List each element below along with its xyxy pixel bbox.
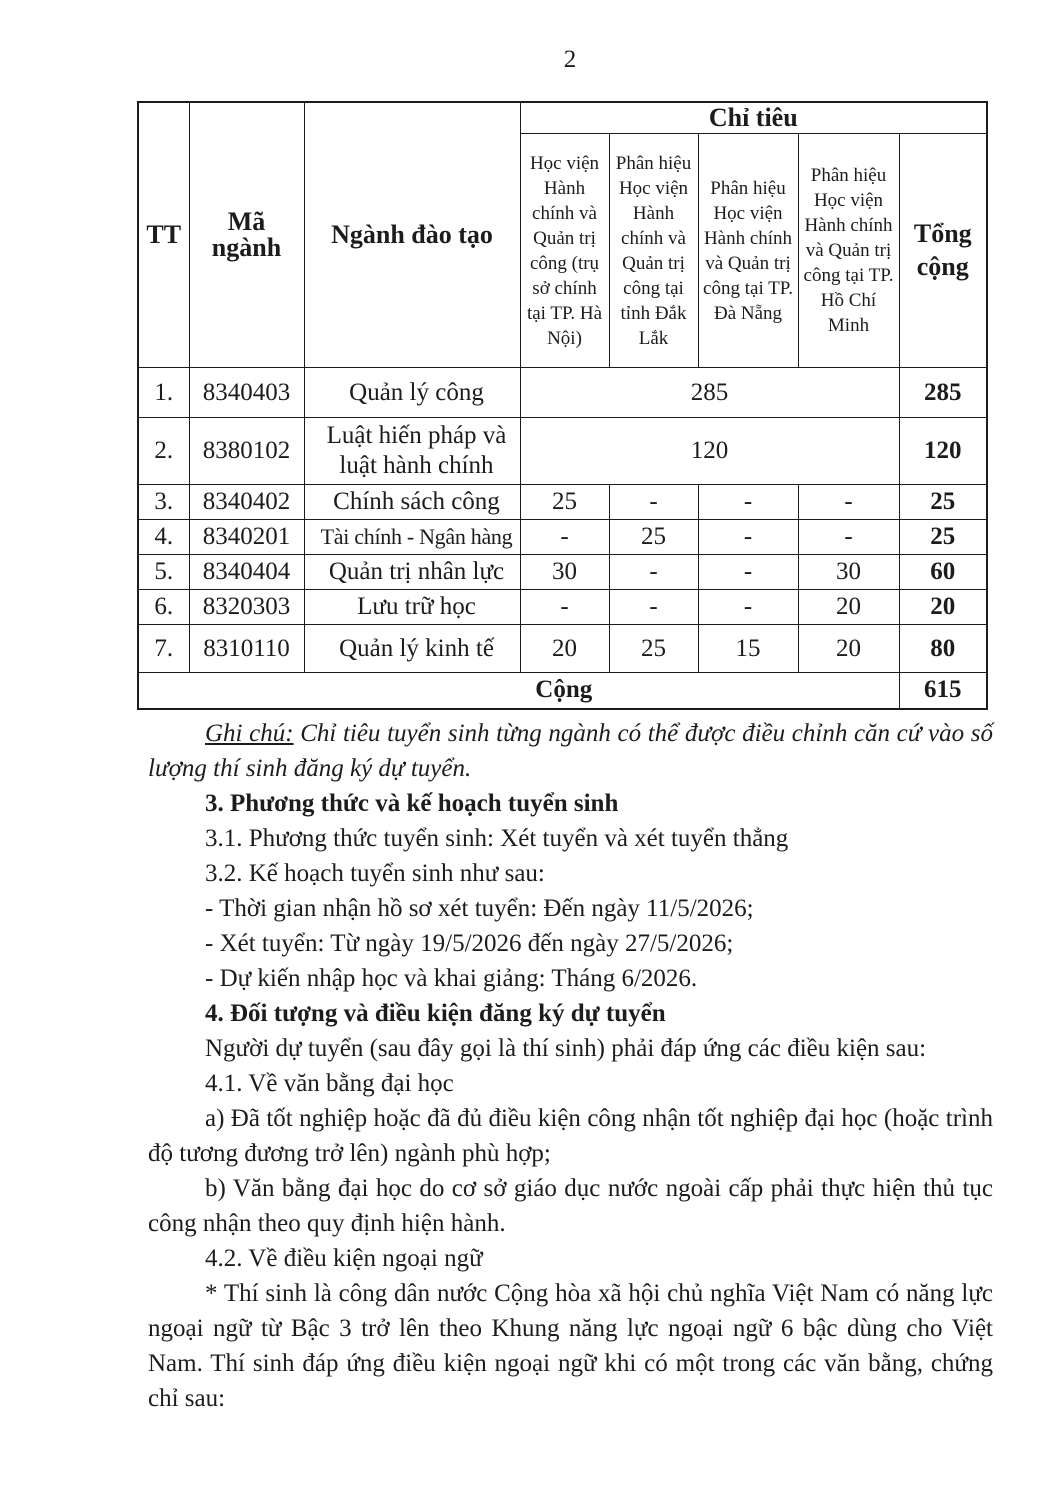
quota-value: - bbox=[520, 590, 609, 625]
table-footer-row bbox=[138, 673, 987, 709]
paragraph-3-2: 3.2. Kế hoạch tuyển sinh như sau: bbox=[205, 860, 545, 887]
quota-value: - bbox=[520, 520, 609, 555]
major-name: Luật hiến pháp và luật hành chính bbox=[304, 418, 520, 485]
col-header-campus-hanoi: Học viện Hành chính và Quản trị công (trụ sở chính tại TP. Hà Nội) bbox=[520, 134, 609, 368]
row-total: 25 bbox=[899, 485, 987, 520]
bullet-review-period: - Xét tuyển: Từ ngày 19/5/2026 đến ngày 27/5/2026; bbox=[205, 930, 734, 957]
table-row bbox=[138, 520, 987, 555]
quota-value: - bbox=[698, 590, 798, 625]
col-header-campus-danang: Phân hiệu Học viện Hành chính và Quản trị công tại TP. Đà Nẵng bbox=[698, 134, 798, 368]
row-index: 1. bbox=[138, 368, 189, 418]
quota-value: 30 bbox=[520, 555, 609, 590]
section-3-heading: 3. Phương thức và kế hoạch tuyển sinh bbox=[205, 790, 619, 817]
col-header-campus-hcm: Phân hiệu Học viện Hành chính và Quản trị công tại TP. Hồ Chí Minh bbox=[798, 134, 899, 368]
quota-value: 25 bbox=[520, 485, 609, 520]
quota-value: - bbox=[609, 590, 698, 625]
quota-value: - bbox=[698, 520, 798, 555]
note-label: Ghi chú: bbox=[205, 720, 294, 747]
bullet-enrollment: - Dự kiến nhập học và khai giảng: Tháng 6/2026. bbox=[205, 965, 698, 992]
col-header-ma-nganh: Mã ngành bbox=[189, 102, 304, 368]
row-index: 3. bbox=[138, 485, 189, 520]
page-number: 2 bbox=[563, 46, 577, 73]
quota-value: - bbox=[698, 485, 798, 520]
table-row bbox=[138, 625, 987, 673]
major-name: Quản lý kinh tế bbox=[304, 625, 520, 673]
row-total: 120 bbox=[899, 418, 987, 485]
quota-merged-value: 120 bbox=[520, 418, 899, 485]
row-index: 6. bbox=[138, 590, 189, 625]
major-code: 8340402 bbox=[189, 485, 304, 520]
document-body bbox=[148, 716, 993, 1416]
section-4-heading: 4. Đối tượng và điều kiện đăng ký dự tuyển bbox=[205, 1000, 666, 1027]
table-header-row-top bbox=[138, 102, 987, 134]
row-index: 2. bbox=[138, 418, 189, 485]
bullet-deadline: - Thời gian nhận hồ sơ xét tuyển: Đến ngày 11/5/2026; bbox=[205, 895, 754, 922]
col-header-campus-daklak: Phân hiệu Học viện Hành chính và Quản trị công tại tỉnh Đắk Lắk bbox=[609, 134, 698, 368]
row-total: 25 bbox=[899, 520, 987, 555]
major-code: 8320303 bbox=[189, 590, 304, 625]
major-code: 8340201 bbox=[189, 520, 304, 555]
paragraph-4-1: 4.1. Về văn bằng đại học bbox=[205, 1070, 454, 1097]
major-name: Quản trị nhân lực bbox=[304, 555, 520, 590]
paragraph-candidate-conditions: Người dự tuyển (sau đây gọi là thí sinh) phải đáp ứng các điều kiện sau: bbox=[205, 1035, 927, 1062]
quota-value: 15 bbox=[698, 625, 798, 673]
quota-value: 25 bbox=[609, 520, 698, 555]
row-index: 5. bbox=[138, 555, 189, 590]
quota-value: - bbox=[609, 555, 698, 590]
major-code: 8340403 bbox=[189, 368, 304, 418]
table-row bbox=[138, 368, 987, 418]
quota-value: - bbox=[798, 485, 899, 520]
col-header-tt: TT bbox=[138, 102, 189, 368]
paragraph-language-requirement: * Thí sinh là công dân nước Cộng hòa xã hội chủ nghĩa Việt Nam có năng lực ngoại ngữ từ Bậc 3 trở lên theo Khung năng lực ngoại ngữ 6 bậc dùng cho Việt Nam. Thí sinh đáp ứng điều kiện ngoại ngữ khi có một trong các văn bằng, chứng chỉ sau: bbox=[148, 1280, 993, 1412]
admission-quota-table bbox=[137, 101, 988, 710]
table-row bbox=[138, 590, 987, 625]
major-code: 8380102 bbox=[189, 418, 304, 485]
row-total: 60 bbox=[899, 555, 987, 590]
col-header-nganh-dao-tao: Ngành đào tạo bbox=[304, 102, 520, 368]
table-row bbox=[138, 555, 987, 590]
paragraph-4-1-b: b) Văn bằng đại học do cơ sở giáo dục nước ngoài cấp phải thực hiện thủ tục công nhận theo quy định hiện hành. bbox=[148, 1175, 993, 1237]
quota-value: 20 bbox=[798, 625, 899, 673]
quota-value: 30 bbox=[798, 555, 899, 590]
paragraph-3-1: 3.1. Phương thức tuyển sinh: Xét tuyển và xét tuyển thẳng bbox=[205, 825, 789, 852]
row-total: 20 bbox=[899, 590, 987, 625]
quota-value: - bbox=[798, 520, 899, 555]
quota-value: 20 bbox=[798, 590, 899, 625]
quota-merged-value: 285 bbox=[520, 368, 899, 418]
quota-value: 25 bbox=[609, 625, 698, 673]
table-row bbox=[138, 485, 987, 520]
note-paragraph bbox=[148, 716, 993, 786]
major-name: Chính sách công bbox=[304, 485, 520, 520]
quota-value: - bbox=[698, 555, 798, 590]
grand-total-label: Cộng bbox=[138, 673, 899, 709]
col-header-chi-tieu: Chỉ tiêu bbox=[520, 102, 987, 134]
table-row bbox=[138, 418, 987, 485]
major-name: Tài chính - Ngân hàng bbox=[304, 520, 520, 555]
quota-value: - bbox=[609, 485, 698, 520]
major-code: 8310110 bbox=[189, 625, 304, 673]
paragraph-4-1-a: a) Đã tốt nghiệp hoặc đã đủ điều kiện công nhận tốt nghiệp đại học (hoặc trình độ tương đương trở lên) ngành phù hợp; bbox=[148, 1105, 993, 1167]
row-index: 7. bbox=[138, 625, 189, 673]
paragraph-4-2: 4.2. Về điều kiện ngoại ngữ bbox=[205, 1245, 483, 1272]
row-index: 4. bbox=[138, 520, 189, 555]
major-code: 8340404 bbox=[189, 555, 304, 590]
quota-value: 20 bbox=[520, 625, 609, 673]
row-total: 80 bbox=[899, 625, 987, 673]
note-text: Chỉ tiêu tuyển sinh từng ngành có thể được điều chỉnh căn cứ vào số lượng thí sinh đăng ký dự tuyển. bbox=[148, 720, 994, 782]
grand-total-value: 615 bbox=[899, 673, 987, 709]
col-header-tong-cong: Tổng cộng bbox=[899, 134, 987, 368]
row-total: 285 bbox=[899, 368, 987, 418]
major-name: Quản lý công bbox=[304, 368, 520, 418]
major-name: Lưu trữ học bbox=[304, 590, 520, 625]
